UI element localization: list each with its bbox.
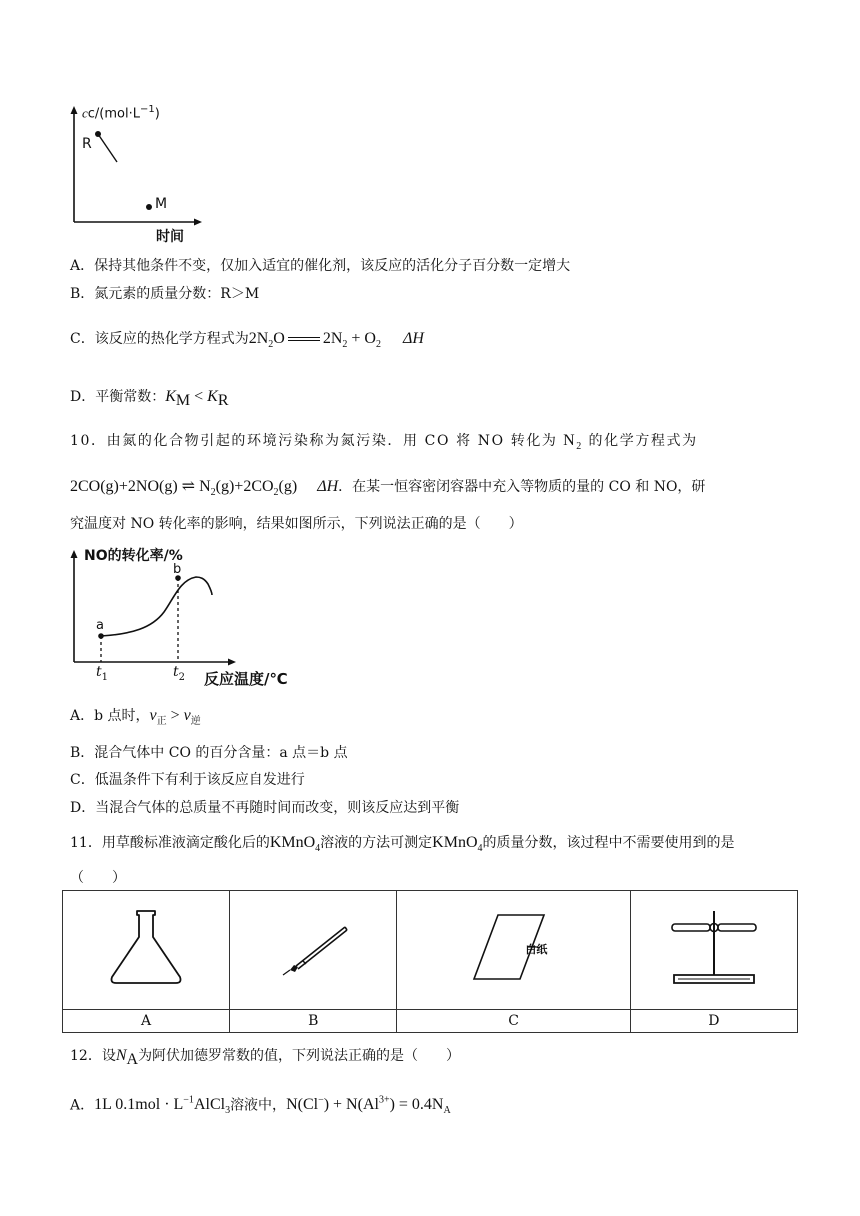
option-d-cell [630, 891, 797, 1010]
point-a-label: a [96, 618, 104, 633]
option-b-cell [230, 891, 397, 1010]
point-a-dot [98, 633, 104, 639]
y-axis-label: $cc/(mol\cdot L^{-1})$ [82, 104, 160, 122]
equals-sign [288, 337, 320, 341]
q11-options-table [62, 890, 798, 1033]
point-m-label: M [155, 196, 168, 212]
point-r-tail [98, 134, 117, 162]
t1-label: $t_1$ [96, 664, 109, 683]
q9-option-a: A．保持其他条件不变，仅加入适宜的催化剂，该反应的活化分子百分数一定增大 [70, 258, 571, 274]
x-axis-label: 反应温度/℃ [204, 670, 288, 688]
concentration-time-axes [60, 100, 220, 248]
q10-option-b: B．混合气体中 CO 的百分含量：a 点＝b 点 [70, 745, 348, 761]
option-a-cell [63, 891, 230, 1010]
y-axis-label: NO的转化率/% [84, 548, 183, 564]
q10-option-d: D．当混合气体的总质量不再随时间而改变，则该反应达到平衡 [70, 800, 460, 816]
q12-option-a: A．1L $0.1mol \cdot L^{-1}AlCl_3$溶液中，$N(Cl^-) + N(Al^{3+}) = 0.4N_A$ [70, 1095, 451, 1117]
option-c-label: C [397, 1010, 630, 1033]
option-d-label: D [630, 1010, 797, 1033]
q10-option-a: A．b 点时，$v_正 > v_逆$ [70, 707, 201, 727]
q10-stem-line2: 2CO(g)+2NO(g) ⇌ $N_2(g)+2CO_2(g)$ ΔH．在某一恒容密闭容器中充入等物质的量的 CO 和 NO，研 [70, 478, 706, 499]
point-b-label: b [173, 562, 182, 577]
point-r-label: R [82, 136, 92, 152]
iron-stand-clamp-icon [664, 903, 764, 993]
option-b-label: B [230, 1010, 397, 1033]
q12-stem: 12．设$N_A$为阿伏加德罗常数的值，下列说法正确的是（ ） [70, 1047, 461, 1068]
option-a-label: A [63, 1010, 230, 1033]
q11-paren: （ ） [70, 870, 126, 886]
q10-stem-line1: 10．由氮的化合物引起的环境污染称为氮污染．用 CO 将 NO 转化为 $N_2$ 的化学方程式为 [70, 432, 698, 453]
dropper-pipette-icon [263, 903, 363, 993]
q9-option-b: B．氮元素的质量分数：R＞M [70, 286, 260, 302]
white-paper-icon [444, 903, 584, 993]
point-m-dot [146, 204, 152, 210]
q11-stem: 11．用草酸标准液滴定酸化后的KMnO$_4$溶液的方法可测定KMnO$_4$的质量分数，该过程中不需要使用到的是 [70, 834, 735, 855]
x-axis-label: 时间 [156, 229, 184, 245]
option-c-cell [397, 891, 630, 1010]
q9-option-c: C．该反应的热化学方程式为$2N_2O$ $2N_2 + O_2$ ΔH [70, 330, 424, 351]
t2-label: $t_2$ [173, 664, 186, 683]
concentration-time-figure [60, 100, 220, 248]
q9-option-d: D．平衡常数：$K_M < K_R$ [70, 388, 229, 409]
q10-stem-line3: 究温度对 NO 转化率的影响，结果如图所示，下列说法正确的是（ ） [70, 516, 523, 532]
white-paper-label: 白纸 [525, 943, 548, 956]
q10-option-c: C．低温条件下有利于该反应自发进行 [70, 772, 305, 788]
conversion-temperature-figure [62, 540, 312, 690]
conversion-curve [101, 577, 212, 636]
erlenmeyer-flask-icon [96, 903, 196, 993]
